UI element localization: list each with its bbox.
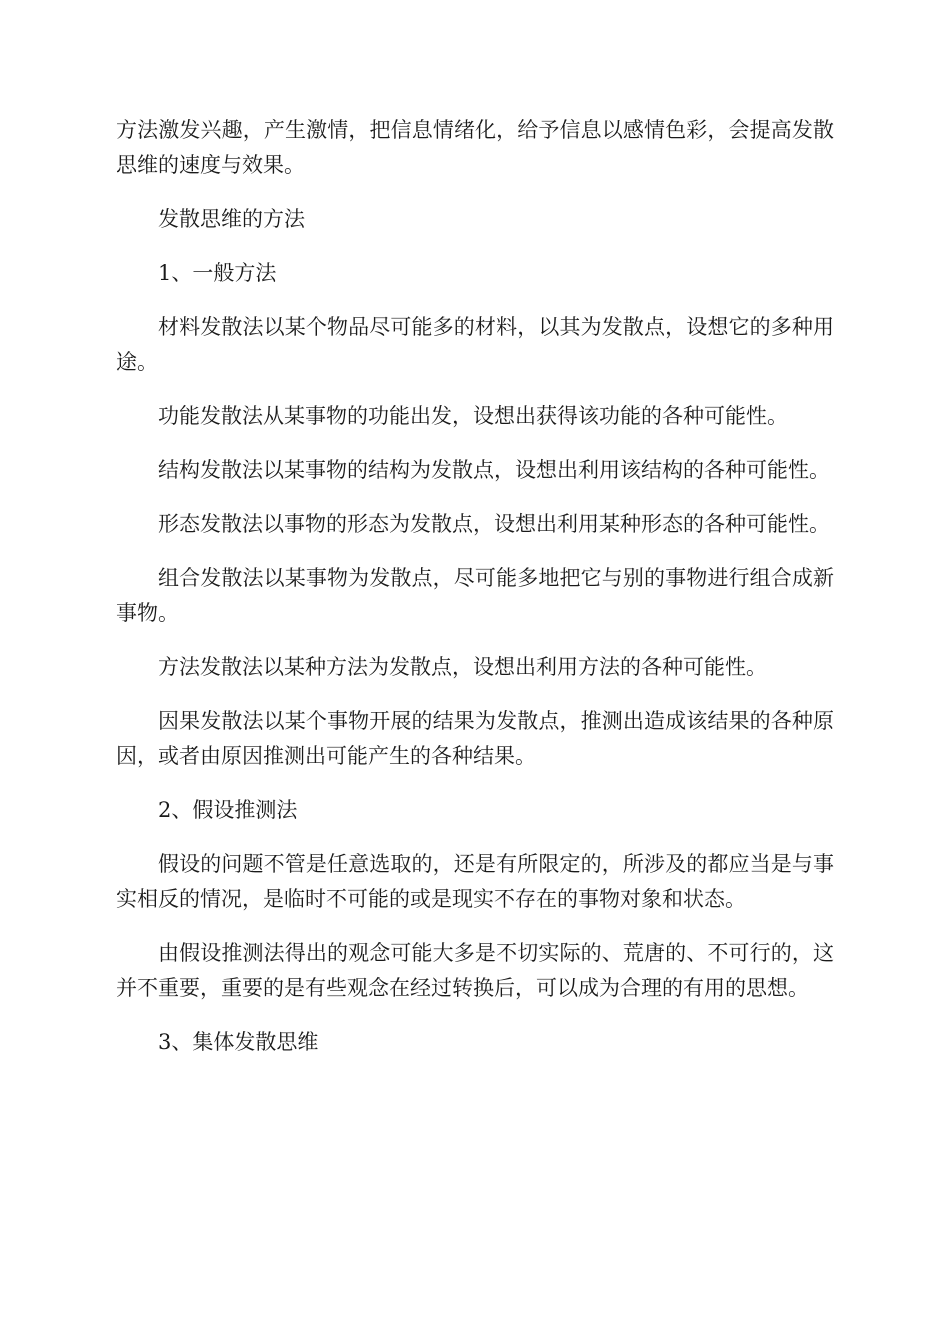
section-title-divergent-methods: 发散思维的方法 <box>158 207 305 231</box>
paragraph-material-divergence: 材料发散法以某个物品尽可能多的材料，以其为发散点，设想它的多种用途。 <box>116 315 834 374</box>
subsection-heading-general-methods: 1、一般方法 <box>158 261 277 285</box>
paragraph-method-divergence: 方法发散法以某种方法为发散点，设想出利用方法的各种可能性。 <box>158 655 767 679</box>
paragraph-causal-divergence: 因果发散法以某个事物开展的结果为发散点，推测出造成该结果的各种原因，或者由原因推测出可能产生的各种结果。 <box>116 709 834 768</box>
paragraph-hypothesis-problem: 假设的问题不管是任意选取的，还是有所限定的，所涉及的都应当是与事实相反的情况，是临时不可能的或是现实不存在的事物对象和状态。 <box>116 852 834 911</box>
document-page <box>116 113 834 1079</box>
paragraph-form-divergence: 形态发散法以事物的形态为发散点，设想出利用某种形态的各种可能性。 <box>158 512 830 536</box>
paragraph-function-divergence: 功能发散法从某事物的功能出发，设想出获得该功能的各种可能性。 <box>158 404 788 428</box>
subsection-heading-collective: 3、集体发散思维 <box>158 1030 319 1054</box>
paragraph-structure-divergence: 结构发散法以某事物的结构为发散点，设想出利用该结构的各种可能性。 <box>158 458 830 482</box>
paragraph-hypothesis-ideas: 由假设推测法得出的观念可能大多是不切实际的、荒唐的、不可行的，这并不重要，重要的是有些观念在经过转换后，可以成为合理的有用的思想。 <box>116 941 834 1000</box>
paragraph-intro-continuation: 方法激发兴趣，产生激情，把信息情绪化，给予信息以感情色彩，会提高发散思维的速度与效果。 <box>116 118 834 177</box>
paragraph-combination-divergence: 组合发散法以某事物为发散点，尽可能多地把它与别的事物进行组合成新事物。 <box>116 566 834 625</box>
subsection-heading-hypothesis: 2、假设推测法 <box>158 798 298 822</box>
